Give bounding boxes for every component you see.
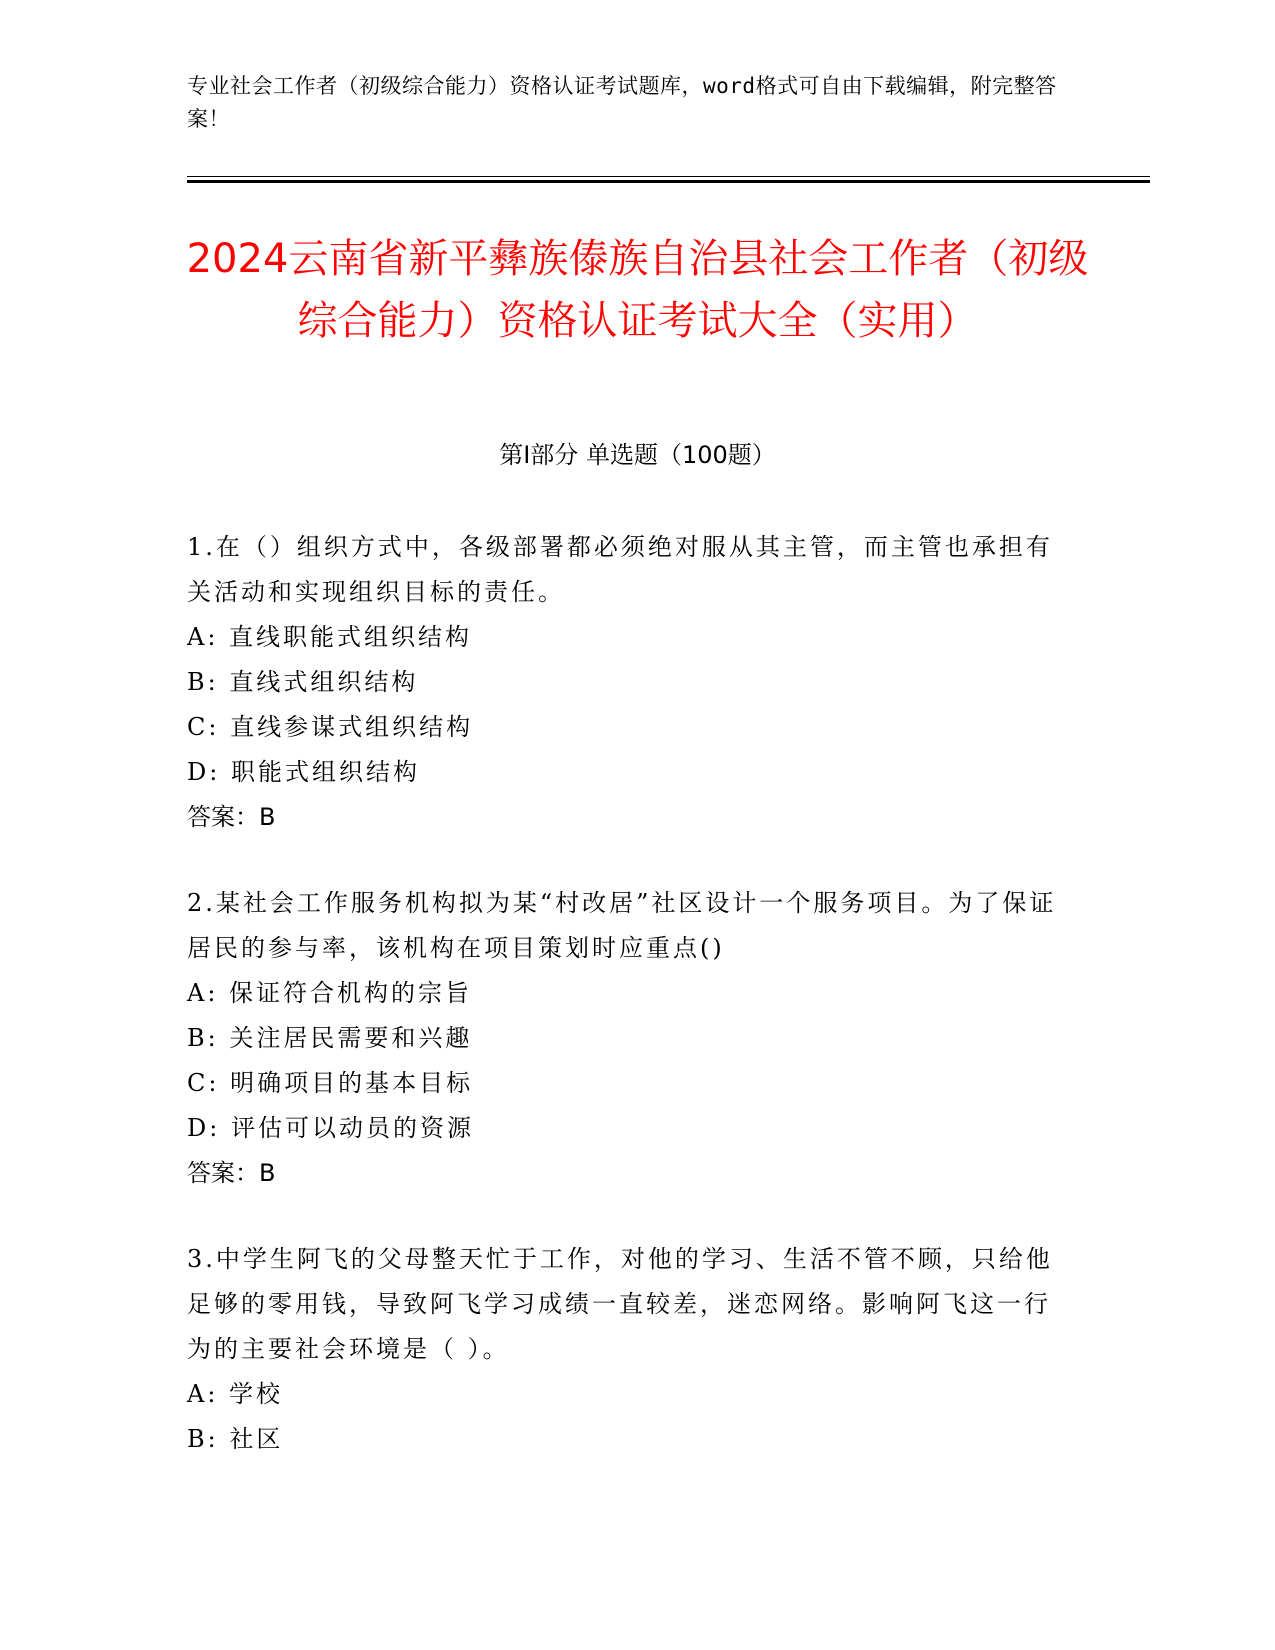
option-b: B: 关注居民需要和兴趣 [187, 1024, 473, 1052]
header-divider-thick [187, 180, 1150, 183]
option-b: B: 社区 [187, 1425, 284, 1453]
option-a: A: 学校 [187, 1380, 284, 1408]
answer-line: 答案：B [187, 1159, 276, 1187]
option-a: A: 保证符合机构的宗旨 [187, 979, 473, 1007]
question-stem: 3.中学生阿飞的父母整天忙于工作，对他的学习、生活不管不顾，只给他足够的零用钱，导致阿飞学习成绩一直较差，迷恋网络。影响阿飞这一行为的主要社会环境是（ ）。 [187, 1245, 1053, 1363]
question-stem: 2.某社会工作服务机构拟为某“村改居”社区设计一个服务项目。为了保证居民的参与率，该机构在项目策划时应重点() [187, 889, 1057, 962]
option-d: D: 职能式组织结构 [187, 758, 420, 786]
section-heading: 第Ⅰ部分 单选题（100题） [499, 441, 776, 469]
option-c: C: 明确项目的基本目标 [187, 1069, 474, 1097]
answer-line: 答案：B [187, 803, 276, 831]
header-divider-thin [187, 176, 1150, 177]
option-a: A: 直线职能式组织结构 [187, 623, 473, 651]
question-2 [187, 881, 1067, 1196]
option-d: D: 评估可以动员的资源 [187, 1114, 474, 1142]
question-list [187, 525, 1067, 1503]
option-c: C: 直线参谋式组织结构 [187, 713, 474, 741]
header-note: 专业社会工作者（初级综合能力）资格认证考试题库，word格式可自由下载编辑，附完整答案！ [187, 74, 1057, 131]
question-3 [187, 1237, 1067, 1462]
question-1 [187, 525, 1067, 840]
question-stem: 1.在（）组织方式中，各级部署都必须绝对服从其主管，而主管也承担有关活动和实现组织目标的责任。 [187, 533, 1053, 606]
document-title: 2024云南省新平彝族傣族自治县社会工作者（初级综合能力）资格认证考试大全（实用） [186, 236, 1089, 344]
option-b: B: 直线式组织结构 [187, 668, 419, 696]
